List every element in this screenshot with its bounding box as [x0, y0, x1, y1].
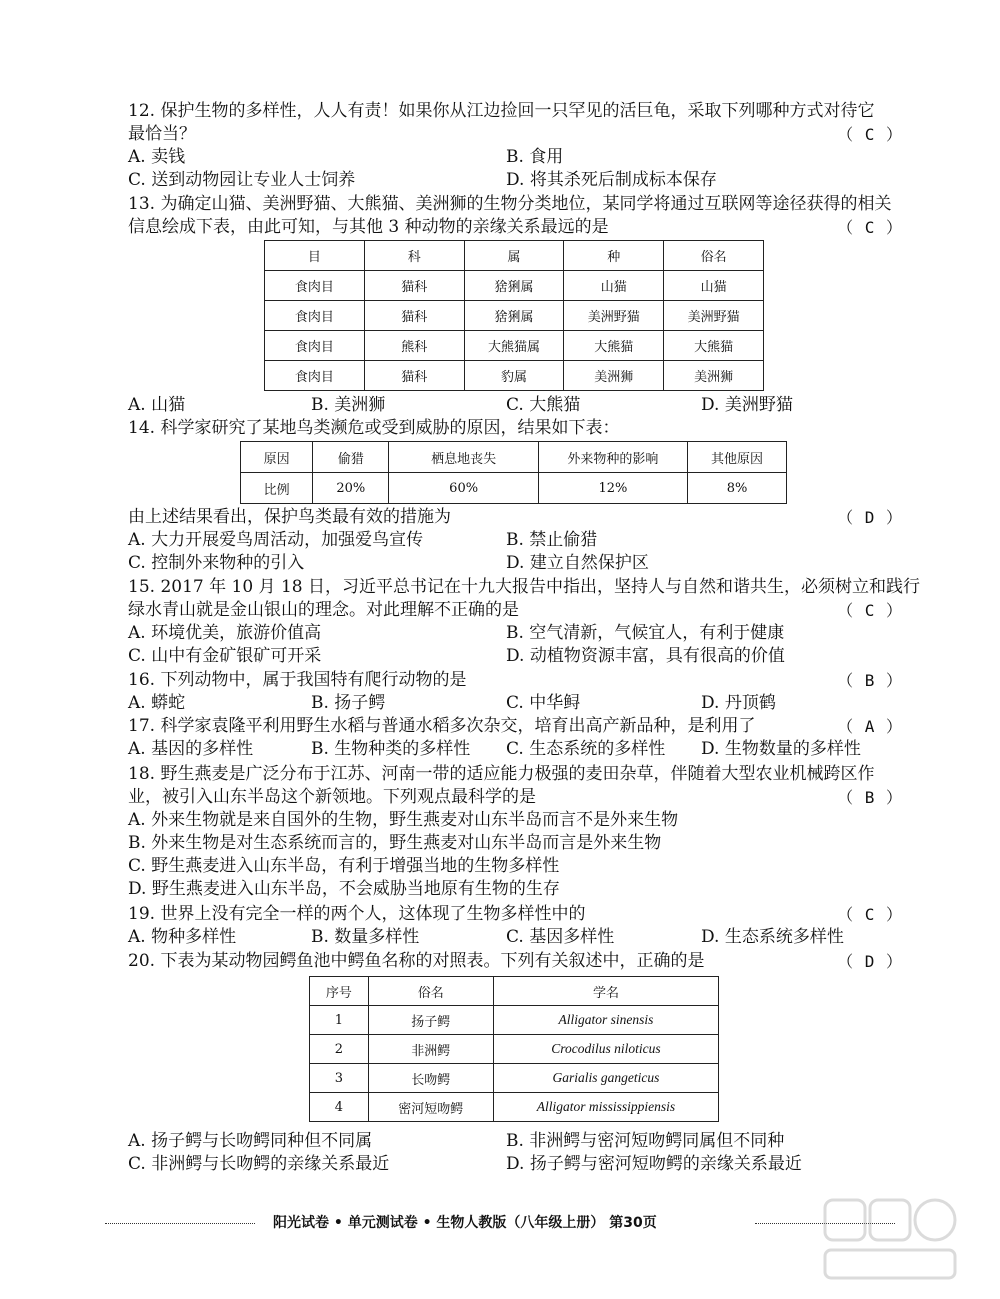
option-18-d: D. 野生燕麦进入山东半岛，不会威胁当地原有生物的生存	[128, 879, 560, 899]
option-15-b: B. 空气清新，气候宜人，有利于健康	[506, 623, 785, 643]
table-cell: 外来物种的影响	[538, 442, 687, 473]
question-18-stem-2: 业，被引入山东半岛这个新领地。下列观点最科学的是	[128, 787, 536, 807]
option-14-a: A. 大力开展爱鸟周活动，加强爱鸟宣传	[128, 530, 424, 550]
crocodile-name-table	[309, 976, 719, 1122]
table-cell: 美洲狮	[564, 361, 664, 391]
question-15-answer: （ C ）	[837, 601, 903, 620]
table-header: 俗名	[368, 977, 493, 1006]
classification-table	[264, 240, 764, 391]
table-header: 属	[464, 241, 564, 271]
question-18	[128, 763, 903, 901]
table-cell: 偷猎	[313, 442, 389, 473]
table-header: 学名	[493, 977, 718, 1006]
option-15-c: C. 山中有金矿银矿可开采	[128, 646, 322, 666]
option-15-a: A. 环境优美，旅游价值高	[128, 623, 322, 643]
table-cell: 2	[310, 1035, 369, 1064]
table-cell: Garialis gangeticus	[493, 1064, 718, 1093]
table-row	[265, 301, 764, 331]
option-12-d: D. 将其杀死后制成标本保存	[506, 170, 717, 190]
table-cell: Alligator mississippiensis	[493, 1093, 718, 1122]
table-cell: 大熊猫	[564, 331, 664, 361]
table-cell: 3	[310, 1064, 369, 1093]
table-cell: 猫科	[364, 361, 464, 391]
page-footer	[105, 1212, 895, 1236]
table-header: 种	[564, 241, 664, 271]
table-header: 序号	[310, 977, 369, 1006]
table-cell: 猫科	[364, 301, 464, 331]
question-19	[128, 903, 903, 949]
option-17-c: C. 生态系统的多样性	[506, 739, 666, 759]
table-row	[310, 977, 719, 1006]
option-19-c: C. 基因多样性	[506, 927, 615, 947]
option-17-d: D. 生物数量的多样性	[701, 739, 861, 759]
question-16-answer: （ B ）	[837, 671, 903, 690]
table-cell: 8%	[688, 473, 787, 504]
table-row	[310, 1035, 719, 1064]
question-18-answer: （ B ）	[837, 788, 903, 807]
question-14-stem-1: 14. 科学家研究了某地鸟类濒危或受到威胁的原因，结果如下表：	[128, 418, 620, 438]
option-12-a: A. 卖钱	[128, 147, 186, 167]
option-12-b: B. 食用	[506, 147, 564, 167]
question-16-stem: 16. 下列动物中，属于我国特有爬行动物的是	[128, 670, 467, 690]
table-cell: 其他原因	[688, 442, 787, 473]
table-cell: 食肉目	[265, 301, 365, 331]
table-row	[310, 1093, 719, 1122]
option-13-b: B. 美洲狮	[311, 395, 386, 415]
question-17	[128, 715, 903, 761]
table-cell: 密河短吻鳄	[368, 1093, 493, 1122]
option-20-a: A. 扬子鳄与长吻鳄同种但不同属	[128, 1131, 373, 1151]
option-13-c: C. 大熊猫	[506, 395, 581, 415]
table-cell: 长吻鳄	[368, 1064, 493, 1093]
option-16-a: A. 蟒蛇	[128, 693, 186, 713]
table-cell: Alligator sinensis	[493, 1006, 718, 1035]
table-cell: 原因	[241, 442, 313, 473]
table-cell: 食肉目	[265, 331, 365, 361]
table-row	[241, 442, 787, 473]
table-cell: 4	[310, 1093, 369, 1122]
table-cell: 大熊猫属	[464, 331, 564, 361]
table-cell: 扬子鳄	[368, 1006, 493, 1035]
option-17-b: B. 生物种类的多样性	[311, 739, 471, 759]
option-13-a: A. 山猫	[128, 395, 186, 415]
question-17-answer: （ A ）	[837, 717, 903, 736]
question-16	[128, 669, 903, 715]
question-15	[128, 576, 920, 668]
option-18-c: C. 野生燕麦进入山东半岛，有利于增强当地的生物多样性	[128, 856, 560, 876]
table-cell: 猫科	[364, 271, 464, 301]
question-13-stem-1: 13. 为确定山猫、美洲野猫、大熊猫、美洲狮的生物分类地位，某同学将通过互联网等途径获得的相关	[128, 194, 892, 214]
table-cell: 豹属	[464, 361, 564, 391]
question-12-answer: （ C ）	[837, 125, 903, 144]
table-cell: 1	[310, 1006, 369, 1035]
table-row	[265, 331, 764, 361]
table-cell: 12%	[538, 473, 687, 504]
table-cell: 大熊猫	[664, 331, 764, 361]
question-20-answer: （ D ）	[837, 952, 903, 971]
table-header: 目	[265, 241, 365, 271]
table-cell: 20%	[313, 473, 389, 504]
question-15-stem-1: 15. 2017 年 10 月 18 日，习近平总书记在十九大报告中指出，坚持人与自然和谐共生，必须树立和践行	[128, 577, 920, 597]
table-row	[310, 1006, 719, 1035]
question-13-answer: （ C ）	[837, 218, 903, 237]
table-row	[310, 1064, 719, 1093]
table-cell: 美洲狮	[664, 361, 764, 391]
option-16-c: C. 中华鲟	[506, 693, 581, 713]
table-cell: 山猫	[564, 271, 664, 301]
option-16-b: B. 扬子鳄	[311, 693, 386, 713]
table-cell: 山猫	[664, 271, 764, 301]
footer-text: 阳光试卷 • 单元测试卷 • 生物人教版（八年级上册） 第30页	[273, 1215, 657, 1231]
question-13-stem-2: 信息绘成下表，由此可知，与其他 3 种动物的亲缘关系最远的是	[128, 217, 609, 237]
table-cell: 熊科	[364, 331, 464, 361]
footer-divider-left	[105, 1223, 255, 1224]
table-cell: 非洲鳄	[368, 1035, 493, 1064]
table-cell: 美洲野猫	[564, 301, 664, 331]
question-15-stem-2: 绿水青山就是金山银山的理念。对此理解不正确的是	[128, 600, 519, 620]
option-16-d: D. 丹顶鹤	[701, 693, 776, 713]
option-17-a: A. 基因的多样性	[128, 739, 254, 759]
table-cell: 食肉目	[265, 361, 365, 391]
table-cell: 食肉目	[265, 271, 365, 301]
question-14-answer: （ D ）	[837, 508, 903, 527]
question-20-stem: 20. 下表为某动物园鳄鱼池中鳄鱼名称的对照表。下列有关叙述中，正确的是	[128, 951, 705, 971]
option-14-c: C. 控制外来物种的引入	[128, 553, 305, 573]
question-13	[128, 193, 903, 239]
table-cell: 比例	[241, 473, 313, 504]
table-cell: 猞猁属	[464, 271, 564, 301]
option-15-d: D. 动植物资源丰富，具有很高的价值	[506, 646, 785, 666]
table-cell: 美洲野猫	[664, 301, 764, 331]
option-13-d: D. 美洲野猫	[701, 395, 793, 415]
table-header: 俗名	[664, 241, 764, 271]
question-14	[128, 417, 903, 440]
table-row	[265, 361, 764, 391]
question-19-answer: （ C ）	[837, 905, 903, 924]
question-14-stem-2: 由上述结果看出，保护鸟类最有效的措施为	[128, 507, 451, 527]
option-18-b: B. 外来生物是对生态系统而言的，野生燕麦对山东半岛而言是外来生物	[128, 833, 662, 853]
threat-cause-table	[240, 441, 787, 504]
table-row	[241, 473, 787, 504]
question-12-stem-2: 最恰当？	[128, 124, 196, 144]
question-18-stem-1: 18. 野生燕麦是广泛分布于江苏、河南一带的适应能力极强的麦田杂草，伴随着大型农业机械跨区作	[128, 764, 875, 784]
option-14-d: D. 建立自然保护区	[506, 553, 649, 573]
question-19-stem: 19. 世界上没有完全一样的两个人，这体现了生物多样性中的	[128, 904, 586, 924]
table-row	[265, 271, 764, 301]
option-18-a: A. 外来生物就是来自国外的生物，野生燕麦对山东半岛而言不是外来生物	[128, 810, 679, 830]
table-cell: 猞猁属	[464, 301, 564, 331]
option-20-b: B. 非洲鳄与密河短吻鳄同属但不同种	[506, 1131, 785, 1151]
option-19-d: D. 生态系统多样性	[701, 927, 844, 947]
option-14-b: B. 禁止偷猎	[506, 530, 598, 550]
question-12-stem-1: 12. 保护生物的多样性，人人有责！如果你从江边捡回一只罕见的活巨龟，采取下列哪种方式对待它	[128, 101, 875, 121]
option-19-b: B. 数量多样性	[311, 927, 420, 947]
question-12	[128, 100, 903, 192]
watermark-logo-icon	[815, 1190, 965, 1290]
table-header: 科	[364, 241, 464, 271]
option-19-a: A. 物种多样性	[128, 927, 237, 947]
option-20-c: C. 非洲鳄与长吻鳄的亲缘关系最近	[128, 1154, 390, 1174]
option-20-d: D. 扬子鳄与密河短吻鳄的亲缘关系最近	[506, 1154, 802, 1174]
option-12-c: C. 送到动物园让专业人士饲养	[128, 170, 356, 190]
question-17-stem: 17. 科学家袁隆平利用野生水稻与普通水稻多次杂交，培育出高产新品种，是利用了	[128, 716, 756, 736]
table-cell: Crocodilus niloticus	[493, 1035, 718, 1064]
table-cell: 60%	[389, 473, 538, 504]
table-cell: 栖息地丧失	[389, 442, 538, 473]
question-20	[128, 950, 903, 973]
